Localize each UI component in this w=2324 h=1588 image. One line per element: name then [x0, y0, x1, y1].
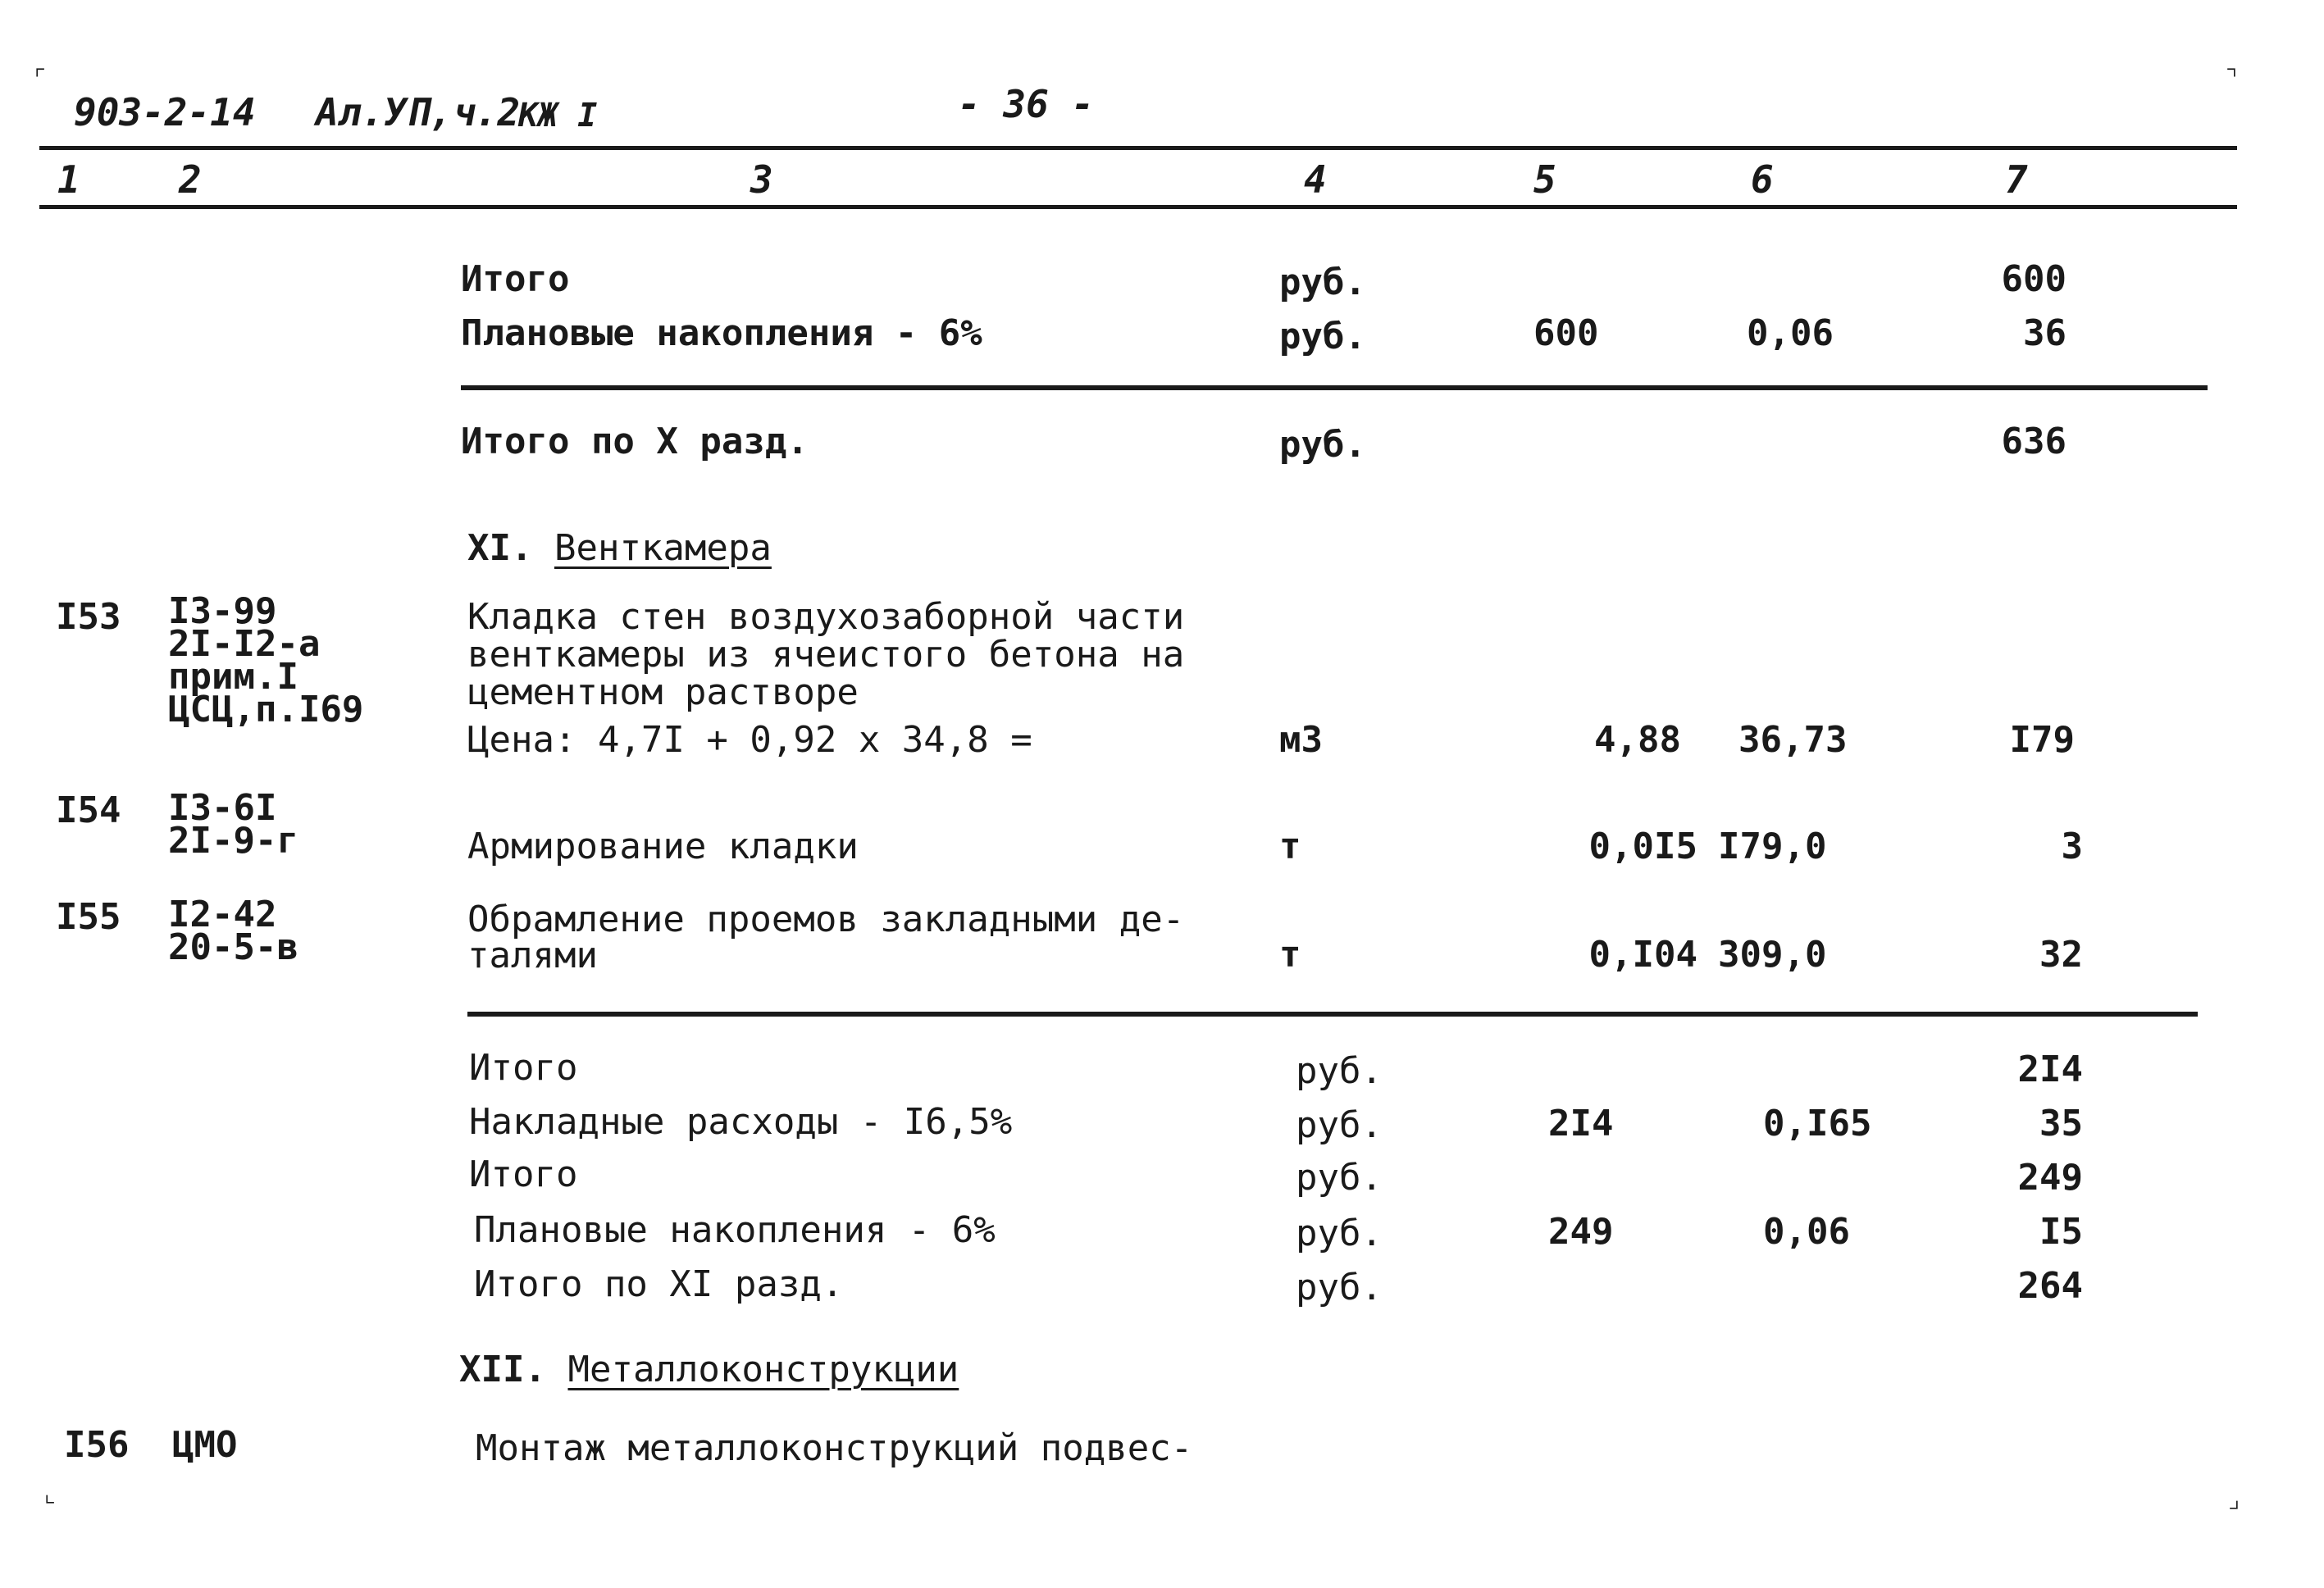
item-rate: 36,73 [1738, 719, 1848, 761]
item-unit: т [1279, 934, 1301, 976]
row-total: 600 [2001, 258, 2067, 300]
section-number: XII. [459, 1349, 546, 1390]
row-name: Накладные расходы - I6,5% [469, 1101, 1013, 1143]
item-code: 2I-9-г [168, 820, 298, 862]
item-code: 20-5-в [168, 926, 298, 968]
item-qty: 0,0I5 [1588, 826, 1697, 867]
row-col5: 249 [1548, 1211, 1614, 1253]
item-unit: м3 [1279, 719, 1323, 761]
row-name: Итого [461, 258, 570, 300]
section-xi-heading [467, 527, 772, 569]
row-total: 2I4 [2017, 1049, 2083, 1090]
page-number: - 36 - [958, 82, 1095, 126]
section-title: Металлоконструкции [567, 1349, 959, 1390]
album-ref: Ал.УП,ч.2 [316, 90, 521, 134]
item-total: 3 [2061, 826, 2083, 867]
item-description [467, 598, 1184, 712]
row-total: I5 [2039, 1211, 2083, 1253]
item-codes [168, 590, 364, 730]
item-number: I56 [64, 1424, 130, 1466]
item-codes [168, 894, 298, 968]
row-col6: 0,I65 [1763, 1103, 1872, 1144]
corner-mark-bottom-left: ⌞ [43, 1480, 58, 1508]
column-header-1: 1 [57, 157, 80, 202]
column-header-5: 5 [1533, 157, 1556, 202]
item-qty: 4,88 [1594, 719, 1681, 761]
row-name: Плановые накопления - 6% [474, 1209, 996, 1251]
row-col5: 600 [1533, 312, 1599, 354]
row-unit: руб. [1279, 262, 1366, 303]
corner-mark-bottom-right: ⌟ [2226, 1486, 2242, 1514]
item-rate: I79,0 [1718, 826, 1827, 867]
item-description: Армирование кладки [467, 826, 859, 867]
column-header-6: 6 [1751, 157, 1774, 202]
header-bottom-rule [39, 205, 2237, 209]
item-code: I2-42 [168, 894, 277, 935]
item-price-formula: Цена: 4,7I + 0,92 x 34,8 = [467, 719, 1032, 761]
row-unit: руб. [1296, 1213, 1383, 1254]
item-code: ЦСЦ,п.I69 [168, 689, 364, 730]
item-number: I55 [56, 896, 121, 938]
corner-mark-top-left: ⌜ [33, 63, 48, 92]
row-unit: руб. [1296, 1157, 1383, 1199]
section-xii-heading [459, 1351, 959, 1389]
item-qty: 0,I04 [1588, 934, 1697, 976]
row-total: 264 [2017, 1265, 2083, 1307]
item-code: ЦМО [172, 1424, 238, 1466]
row-unit: руб. [1296, 1104, 1383, 1146]
section-number: XI. [467, 527, 533, 569]
doc-code: 903-2-14 [74, 90, 256, 134]
row-col5: 2I4 [1548, 1103, 1614, 1144]
row-unit: руб. [1296, 1050, 1383, 1092]
description-line: Кладка стен воздухозаборной части [467, 596, 1185, 638]
row-name: Итого [469, 1047, 578, 1089]
item-code: I3-99 [168, 590, 277, 632]
description-line: цементном растворе [467, 671, 859, 713]
row-name: Плановые накопления - 6% [461, 312, 982, 354]
item-code: прим.I [168, 656, 298, 698]
column-header-7: 7 [2005, 157, 2028, 202]
description-line: венткамеры из ячеистого бетона на [467, 634, 1185, 676]
row-unit: руб. [1279, 316, 1366, 357]
item-total: 32 [2039, 934, 2083, 976]
item-codes [168, 787, 298, 862]
row-total: 35 [2039, 1103, 2083, 1144]
item-description [467, 899, 1185, 976]
item-description: Монтаж металлоконструкций подвес- [476, 1427, 1193, 1469]
item-code: I3-6I [168, 787, 277, 829]
section-xi-summary-rule [467, 1012, 2198, 1017]
row-total: 36 [2023, 312, 2067, 354]
description-line: талями [467, 935, 598, 976]
item-unit: т [1279, 826, 1301, 867]
corner-mark-top-right: ⌝ [2224, 63, 2240, 92]
row-total: 636 [2001, 421, 2067, 462]
row-unit: руб. [1279, 424, 1366, 466]
row-unit: руб. [1296, 1267, 1383, 1308]
section-title: Венткамера [554, 527, 772, 569]
description-line: Обрамление проемов закладными де- [467, 899, 1185, 940]
column-header-3: 3 [750, 157, 773, 202]
item-total: I79 [2009, 719, 2075, 761]
row-total: 249 [2017, 1157, 2083, 1199]
item-code: 2I-I2-а [168, 623, 321, 665]
header-top-rule [39, 146, 2237, 150]
row-col6: 0,06 [1747, 312, 1834, 354]
item-rate: 309,0 [1718, 934, 1827, 976]
item-number: I53 [56, 596, 121, 638]
column-header-4: 4 [1304, 157, 1327, 202]
section-x-total-rule [461, 385, 2208, 390]
column-header-2: 2 [179, 157, 202, 202]
item-number: I54 [56, 789, 121, 831]
row-name: Итого по XI разд. [474, 1263, 844, 1305]
row-col6: 0,06 [1763, 1211, 1850, 1253]
album-handwritten-mark: КЖ I [518, 97, 598, 134]
row-name: Итого [469, 1153, 578, 1195]
row-name: Итого по X разд. [461, 421, 809, 462]
